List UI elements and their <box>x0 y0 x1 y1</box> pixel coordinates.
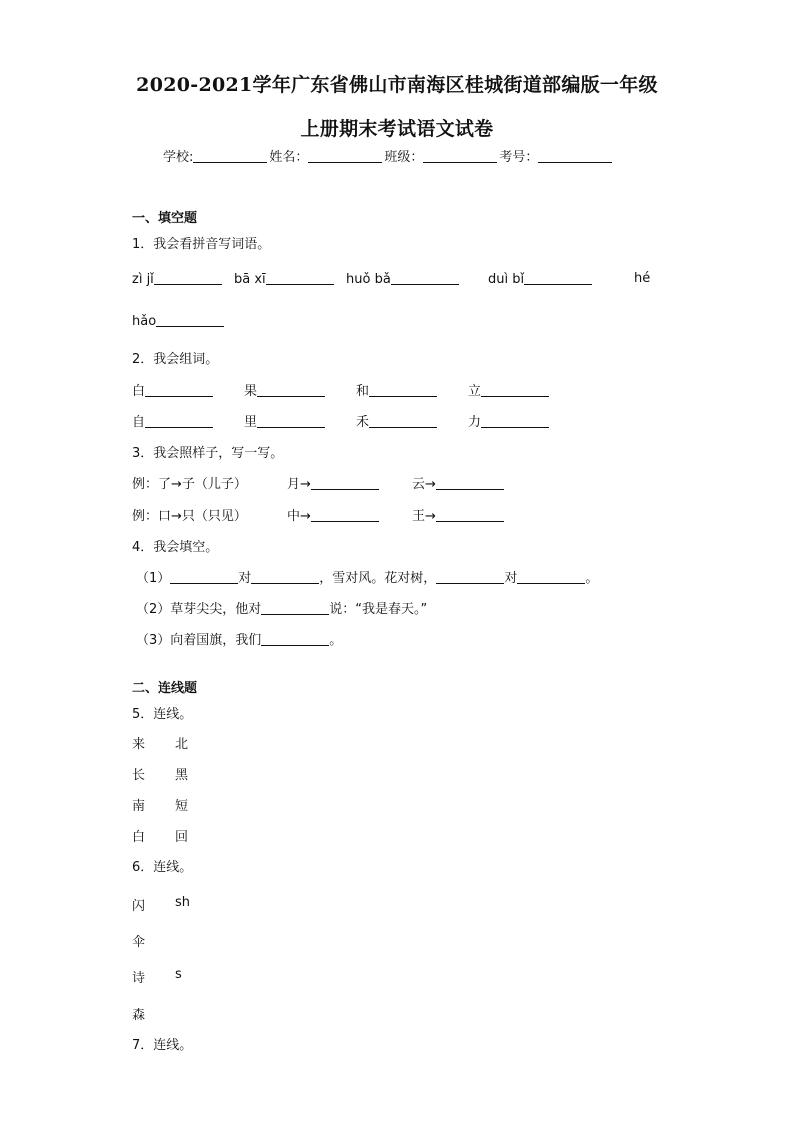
answer-blank[interactable] <box>251 570 319 584</box>
pinyin-text: hǎo <box>132 314 157 329</box>
word-item <box>468 411 549 430</box>
q4-text: 对 <box>238 571 252 586</box>
q4-text: 。 <box>585 571 599 586</box>
exam-no-label: 考号： <box>499 150 539 165</box>
answer-blank[interactable] <box>481 414 549 428</box>
character: 立 <box>468 384 482 399</box>
match-right-item[interactable]: s <box>175 967 182 982</box>
character: 自 <box>132 415 146 430</box>
answer-blank[interactable] <box>436 570 504 584</box>
match-left-item[interactable]: 伞 <box>132 935 146 950</box>
answer-blank[interactable] <box>481 383 549 397</box>
q4-text: （2）草芽尖尖，他对 <box>136 602 262 617</box>
q1-prompt: 1．我会看拼音写词语。 <box>132 237 271 252</box>
match-right-item[interactable]: 短 <box>175 799 189 814</box>
q5-prompt: 5．连线。 <box>132 707 193 722</box>
exam-no-blank[interactable] <box>538 148 612 163</box>
example-stem: 月→ <box>287 477 311 492</box>
match-left-item[interactable]: 长 <box>132 768 146 783</box>
example-1: 例：了→子（儿子） <box>132 477 247 492</box>
answer-blank[interactable] <box>369 383 437 397</box>
q3-prompt: 3．我会照样子，写一写。 <box>132 446 284 461</box>
q4-prompt: 4．我会填空。 <box>132 540 219 555</box>
answer-blank[interactable] <box>436 508 504 522</box>
q4-text: 说：“我是春天。” <box>329 602 428 617</box>
answer-blank[interactable] <box>517 570 585 584</box>
character: 白 <box>132 384 146 399</box>
q4-text: ，雪对风。花对树， <box>319 571 437 586</box>
answer-blank[interactable] <box>145 383 213 397</box>
example-stem: 中→ <box>287 509 311 524</box>
example-item <box>287 505 379 524</box>
word-item <box>356 411 437 430</box>
character: 里 <box>244 415 258 430</box>
answer-blank[interactable] <box>311 508 379 522</box>
pinyin-item <box>132 271 222 287</box>
word-item <box>468 380 549 399</box>
q4-line3 <box>136 629 342 648</box>
example-item <box>287 473 379 492</box>
pinyin-text: bā xī <box>234 272 266 287</box>
section1-heading: 一、填空题 <box>132 211 198 226</box>
answer-blank[interactable] <box>257 414 325 428</box>
answer-blank[interactable] <box>156 313 224 327</box>
match-left-item[interactable]: 诗 <box>132 971 146 986</box>
word-item <box>244 380 325 399</box>
pinyin-item <box>488 271 592 287</box>
name-blank[interactable] <box>308 148 382 163</box>
class-blank[interactable] <box>423 148 497 163</box>
q7-prompt: 7．连线。 <box>132 1038 193 1053</box>
exam-title-line1: 2020-2021学年广东省佛山市南海区桂城街道部编版一年级 <box>136 74 658 96</box>
word-item <box>132 411 213 430</box>
pinyin-item <box>634 271 650 286</box>
answer-blank[interactable] <box>154 271 222 285</box>
character: 果 <box>244 384 258 399</box>
q4-line1 <box>136 567 598 586</box>
character: 和 <box>356 384 370 399</box>
q4-text: 对 <box>504 571 518 586</box>
pinyin-text: duì bǐ <box>488 272 525 287</box>
answer-blank[interactable] <box>145 414 213 428</box>
example-stem: 云→ <box>412 477 436 492</box>
school-label: 学校: <box>163 150 194 165</box>
class-label: 班级： <box>384 150 424 165</box>
match-right-item[interactable]: sh <box>175 895 191 910</box>
match-left-item[interactable]: 森 <box>132 1008 146 1023</box>
pinyin-item <box>132 313 224 329</box>
match-right-item[interactable]: 北 <box>175 737 189 752</box>
answer-blank[interactable] <box>311 476 379 490</box>
q4-line2 <box>136 598 427 617</box>
word-item <box>356 380 437 399</box>
q6-prompt: 6．连线。 <box>132 860 193 875</box>
pinyin-text: zì jǐ <box>132 272 154 287</box>
answer-blank[interactable] <box>257 383 325 397</box>
character: 力 <box>468 415 482 430</box>
match-right-item[interactable]: 回 <box>175 830 189 845</box>
example-item <box>412 505 504 524</box>
answer-blank[interactable] <box>391 271 459 285</box>
word-item <box>132 380 213 399</box>
pinyin-item <box>346 271 459 287</box>
section2-heading: 二、连线题 <box>132 681 198 696</box>
answer-blank[interactable] <box>266 271 334 285</box>
q4-text: 。 <box>329 633 343 648</box>
match-left-item[interactable]: 白 <box>132 830 146 845</box>
school-blank[interactable] <box>193 148 267 163</box>
match-left-item[interactable]: 闪 <box>132 899 146 914</box>
pinyin-text: hé <box>634 271 651 286</box>
match-left-item[interactable]: 来 <box>132 737 146 752</box>
match-left-item[interactable]: 南 <box>132 799 146 814</box>
exam-title-line2: 上册期末考试语文试卷 <box>300 118 494 140</box>
student-info-row <box>163 146 614 165</box>
example-item <box>412 473 504 492</box>
q4-text: （3）向着国旗，我们 <box>136 633 262 648</box>
match-right-item[interactable]: 黑 <box>175 768 189 783</box>
q2-prompt: 2．我会组词。 <box>132 352 219 367</box>
example-stem: 王→ <box>412 509 436 524</box>
answer-blank[interactable] <box>436 476 504 490</box>
word-item <box>244 411 325 430</box>
example-2: 例：口→只（只见） <box>132 509 247 524</box>
pinyin-text: huǒ bǎ <box>346 272 391 287</box>
answer-blank[interactable] <box>369 414 437 428</box>
name-label: 姓名： <box>269 150 309 165</box>
character: 禾 <box>356 415 370 430</box>
answer-blank[interactable] <box>261 632 329 646</box>
answer-blank[interactable] <box>524 271 592 285</box>
answer-blank[interactable] <box>261 601 329 615</box>
pinyin-item <box>234 271 334 287</box>
q4-text: （1） <box>136 571 171 586</box>
answer-blank[interactable] <box>170 570 238 584</box>
